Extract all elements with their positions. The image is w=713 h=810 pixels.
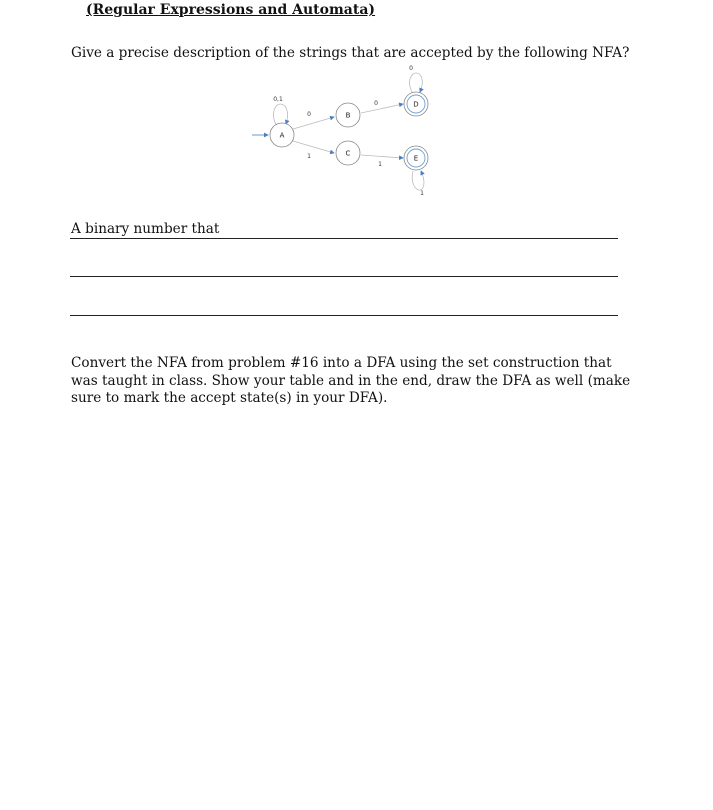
label-a-b: 0 [307, 111, 311, 118]
dfa-conversion-question: Convert the NFA from problem #16 into a DFA using the set construction that was taught in class. Show your table and in the end, draw the DFA as well (make sure to mark the accept state(s) in your DFA). [71, 355, 631, 406]
state-a [270, 123, 294, 147]
label-b-d: 0 [374, 100, 378, 107]
question-text: Give a precise description of the strings that are accepted by the following NFA? [71, 45, 630, 61]
state-a-label: A [279, 131, 285, 140]
section-heading: (Regular Expressions and Automata) [86, 2, 376, 18]
loop-e [412, 171, 424, 190]
label-loop-e: 1 [420, 190, 424, 197]
state-b-label: B [345, 111, 351, 120]
label-loop-d: 0 [409, 65, 413, 72]
loop-a [273, 104, 287, 125]
edge-c-e [361, 155, 403, 158]
state-e-label: E [413, 154, 419, 163]
state-e [404, 146, 428, 170]
state-d-label: D [413, 100, 419, 109]
edge-a-c [293, 141, 334, 153]
label-c-e: 1 [378, 161, 382, 168]
nfa-diagram [0, 0, 713, 215]
label-loop-a: 0,1 [273, 96, 283, 103]
edge-b-d [361, 104, 403, 113]
answer-line-2 [70, 276, 618, 277]
label-a-c: 1 [307, 153, 311, 160]
state-d [404, 92, 428, 116]
answer-line-3 [70, 315, 618, 316]
state-c [336, 141, 360, 165]
answer-prefix: A binary number that [71, 221, 220, 237]
edge-a-b [293, 117, 334, 129]
state-c-label: C [345, 149, 351, 158]
loop-d [409, 73, 422, 92]
answer-line-1 [70, 238, 618, 239]
state-b [336, 103, 360, 127]
